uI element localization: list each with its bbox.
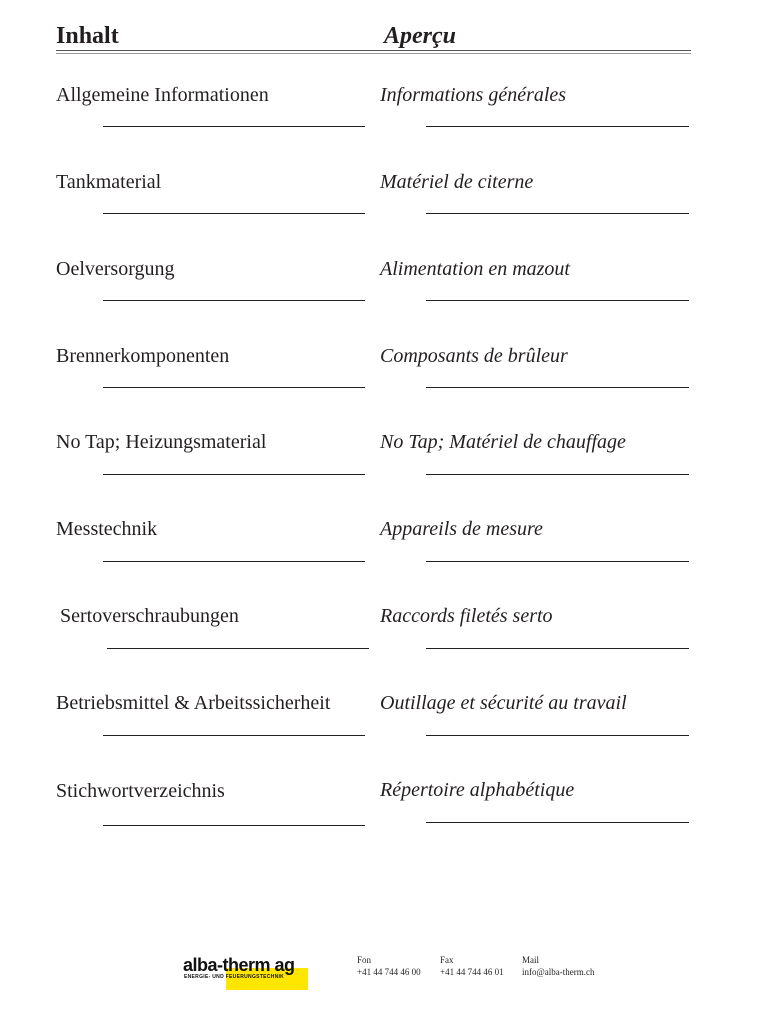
toc-entry-fr-underline <box>426 735 689 736</box>
toc-entry-fr-underline <box>426 126 689 127</box>
phone-value[interactable]: +41 44 744 46 00 <box>357 967 421 977</box>
toc-entry-fr-work-safety[interactable]: Outillage et sécurité au travail <box>380 692 627 714</box>
toc-entry-de-underline <box>103 825 365 826</box>
logo-subtitle: ENERGIE- UND FEUERUNGSTECHNIK <box>184 974 285 980</box>
toc-entry-de-index[interactable]: Stichwortverzeichnis <box>56 780 225 802</box>
company-logo <box>183 956 313 986</box>
toc-entry-de-underline <box>103 387 365 388</box>
contents-title-de: Inhalt <box>56 23 119 49</box>
toc-entry-fr-measurement[interactable]: Appareils de mesure <box>380 518 543 540</box>
toc-entry-fr-general-info[interactable]: Informations générales <box>380 84 567 106</box>
toc-entry-de-tank-material[interactable]: Tankmaterial <box>56 171 162 193</box>
mail-value[interactable]: info@alba-therm.ch <box>522 967 595 977</box>
toc-entry-de-underline <box>103 300 365 301</box>
toc-entry-fr-tank-material[interactable]: Matériel de citerne <box>380 171 534 193</box>
toc-entry-de-underline <box>103 561 365 562</box>
toc-entry-fr-underline <box>426 387 689 388</box>
toc-entry-de-work-safety[interactable]: Betriebsmittel & Arbeitssicherheit <box>56 692 331 714</box>
toc-entry-de-general-info[interactable]: Allgemeine Informationen <box>56 84 269 106</box>
toc-entry-fr-underline <box>426 213 689 214</box>
toc-entry-fr-underline <box>426 300 689 301</box>
toc-entry-de-burner-components[interactable]: Brennerkomponenten <box>56 345 230 367</box>
toc-entry-fr-index[interactable]: Répertoire alphabétique <box>380 779 575 801</box>
contact-mail <box>522 954 595 978</box>
toc-entry-fr-burner-components[interactable]: Composants de brûleur <box>380 345 568 367</box>
toc-entry-de-underline <box>103 213 365 214</box>
toc-entry-de-underline <box>103 126 365 127</box>
fax-value: +41 44 744 46 01 <box>440 967 504 977</box>
toc-entry-de-underline <box>103 474 365 475</box>
contents-title-fr: Aperçu <box>384 23 456 49</box>
toc-entry-fr-underline <box>426 648 689 649</box>
toc-entry-fr-underline <box>426 474 689 475</box>
footer <box>0 950 768 1000</box>
toc-entry-de-oil-supply[interactable]: Oelversorgung <box>56 258 175 280</box>
toc-entry-de-underline <box>103 735 365 736</box>
toc-entry-fr-serto-fittings[interactable]: Raccords filetés serto <box>380 605 553 627</box>
toc-entry-fr-underline <box>426 561 689 562</box>
toc-entry-de-heating-material[interactable]: No Tap; Heizungsmaterial <box>56 431 267 453</box>
toc-entry-fr-heating-material[interactable]: No Tap; Matériel de chauffage <box>380 431 626 453</box>
header-double-rule <box>56 50 691 55</box>
toc-entry-de-underline <box>107 648 369 649</box>
toc-entry-fr-oil-supply[interactable]: Alimentation en mazout <box>380 258 570 280</box>
fax-label: Fax <box>440 955 454 965</box>
mail-label: Mail <box>522 955 539 965</box>
contact-phone <box>357 954 421 978</box>
toc-entry-de-serto-fittings[interactable]: Sertoverschraubungen <box>60 605 239 627</box>
toc-entry-fr-underline <box>426 822 689 823</box>
logo-wordmark: alba-therm ag <box>183 955 295 975</box>
toc-entry-de-measurement[interactable]: Messtechnik <box>56 518 158 540</box>
contact-fax <box>440 954 504 978</box>
phone-label: Fon <box>357 955 372 965</box>
